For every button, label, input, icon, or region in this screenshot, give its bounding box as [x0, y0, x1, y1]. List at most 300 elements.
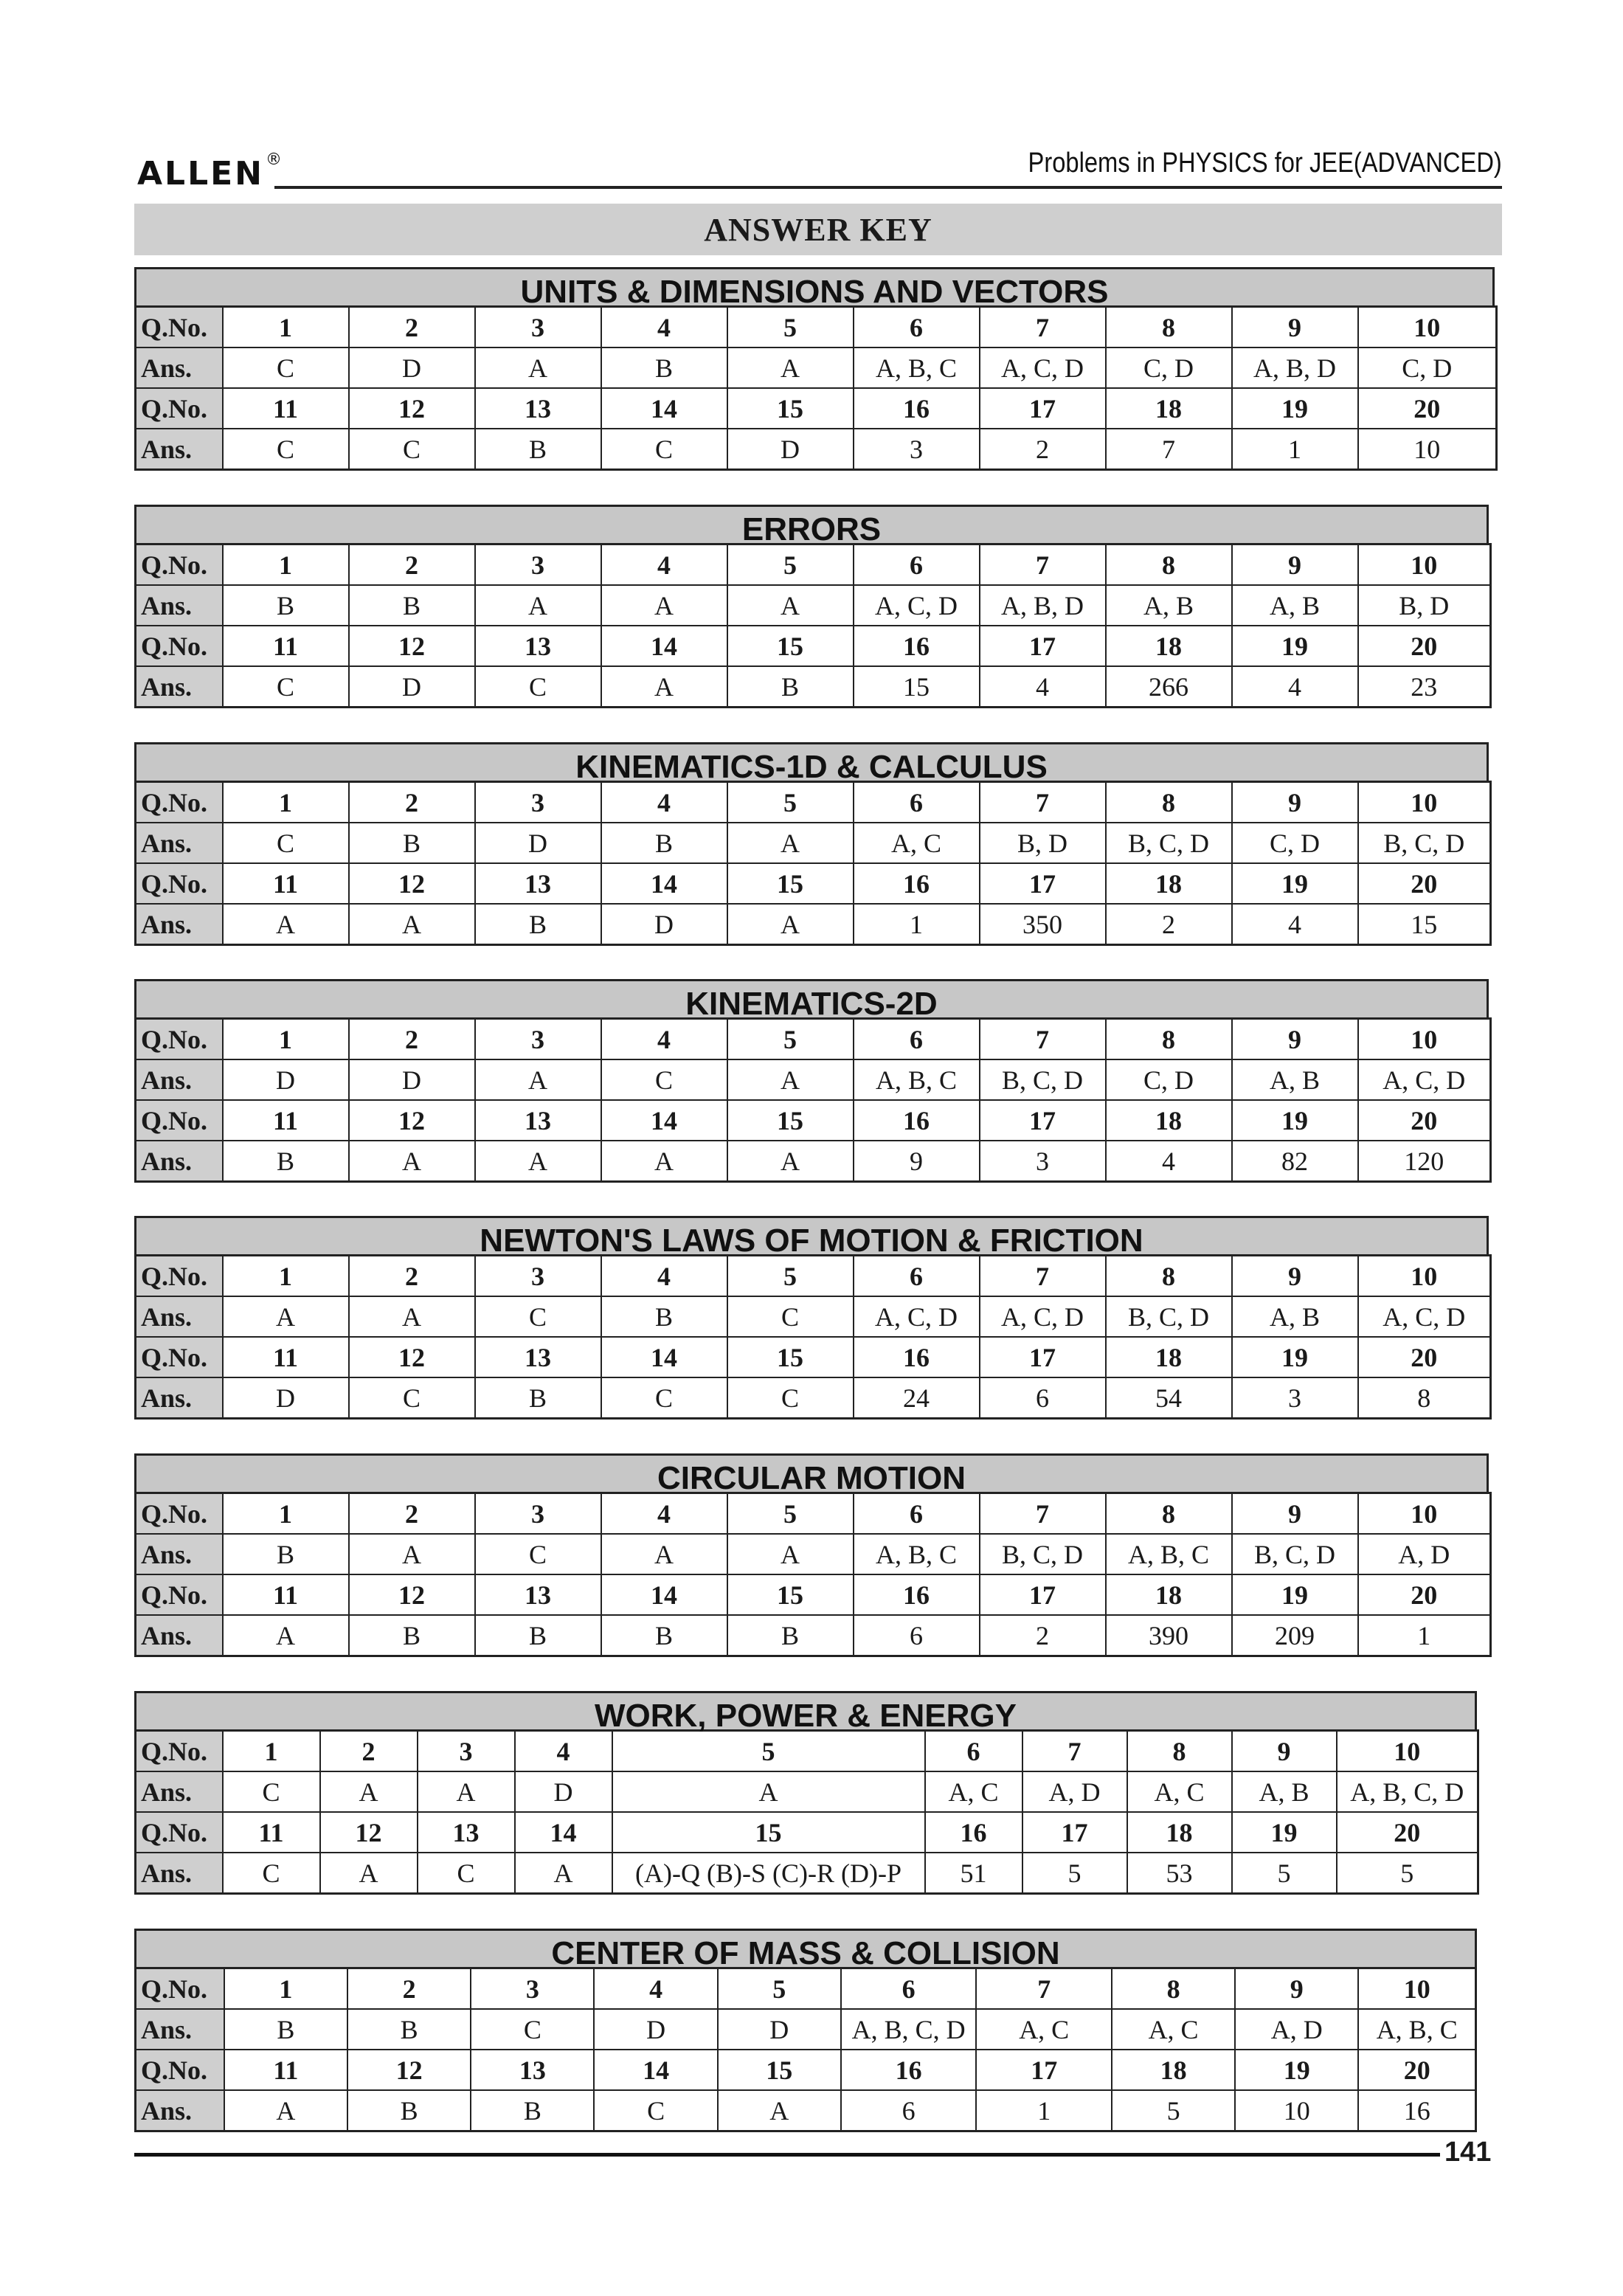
question-number-cell: 17 — [980, 626, 1106, 666]
answer-cell: A — [349, 904, 475, 945]
question-number-cell: 6 — [854, 1493, 980, 1535]
answer-cell: B — [349, 585, 475, 626]
section-heading-text: NEWTON'S LAWS OF MOTION & FRICTION — [480, 1223, 1143, 1259]
question-number-cell: 5 — [612, 1731, 925, 1772]
answer-cell: A — [727, 585, 854, 626]
answer-cell: A — [475, 347, 601, 388]
question-number-cell: 18 — [1106, 1100, 1232, 1141]
question-number-cell: 16 — [841, 2050, 977, 2090]
question-number-row — [136, 1019, 1491, 1060]
page-title: ANSWER KEY — [704, 211, 932, 248]
answer-table — [134, 1729, 1479, 1895]
question-number-cell: 4 — [515, 1731, 612, 1772]
answer-row — [136, 585, 1491, 626]
answer-cell: B — [224, 2009, 347, 2050]
question-number-cell: 18 — [1106, 1574, 1232, 1615]
answer-cell: B — [471, 2090, 594, 2131]
answer-cell: D — [223, 1059, 349, 1100]
answer-cell: A, B, C — [1358, 2009, 1475, 2050]
answer-cell: A, C, D — [854, 1296, 980, 1337]
answer-row — [136, 1059, 1491, 1100]
question-number-row — [136, 388, 1497, 429]
answer-cell: 51 — [925, 1853, 1022, 1894]
question-number-cell: 8 — [1106, 1019, 1232, 1060]
question-number-cell: 15 — [727, 626, 854, 666]
question-number-cell: 15 — [727, 1574, 854, 1615]
answer-cell: 10 — [1358, 429, 1497, 470]
question-number-cell: 13 — [475, 388, 601, 429]
question-number-cell: 4 — [594, 1968, 717, 2010]
answer-cell: C, D — [1106, 1059, 1232, 1100]
answer-section — [134, 979, 1489, 1183]
answer-cell: A — [718, 2090, 841, 2131]
question-number-cell: 2 — [349, 307, 475, 348]
question-number-cell: 8 — [1112, 1968, 1235, 2010]
question-number-cell: 6 — [854, 782, 980, 823]
question-number-row — [136, 2050, 1476, 2090]
question-number-row — [136, 1731, 1478, 1772]
question-number-cell: 11 — [223, 1337, 349, 1377]
answer-row — [136, 2009, 1476, 2050]
section-heading — [134, 1691, 1477, 1734]
answer-cell: 10 — [1235, 2090, 1358, 2131]
answer-cell: 24 — [854, 1377, 980, 1419]
question-number-cell: 12 — [349, 863, 475, 904]
question-number-cell: 6 — [854, 1019, 980, 1060]
answer-cell: 8 — [1358, 1377, 1491, 1419]
answer-cell: A — [727, 1534, 854, 1574]
question-number-cell: 10 — [1358, 1968, 1475, 2010]
section-heading — [134, 979, 1489, 1022]
question-number-cell: 19 — [1232, 1337, 1358, 1377]
question-number-cell: 19 — [1235, 2050, 1358, 2090]
question-number-cell: 1 — [223, 1731, 320, 1772]
answer-cell: D — [349, 347, 475, 388]
question-number-cell: 1 — [223, 1019, 349, 1060]
answer-cell: C — [594, 2090, 717, 2131]
ans-label: Ans. — [136, 1296, 223, 1337]
answer-cell: A — [475, 1059, 601, 1100]
question-number-cell: 5 — [727, 544, 854, 586]
answer-cell: A, C, D — [1358, 1296, 1491, 1337]
question-number-cell: 20 — [1358, 2050, 1475, 2090]
answer-cell: A — [727, 1141, 854, 1182]
answer-cell: C — [223, 823, 349, 863]
answer-cell: B — [727, 1615, 854, 1656]
answer-cell: B — [601, 1615, 727, 1656]
question-number-cell: 3 — [475, 1493, 601, 1535]
answer-cell: B, C, D — [1232, 1534, 1358, 1574]
answer-cell: B — [223, 1141, 349, 1182]
ans-label: Ans. — [136, 1059, 223, 1100]
question-number-cell: 3 — [418, 1731, 515, 1772]
question-number-cell: 8 — [1106, 1256, 1232, 1297]
question-number-cell: 5 — [727, 782, 854, 823]
qno-label: Q.No. — [136, 626, 223, 666]
answer-cell: A — [601, 1534, 727, 1574]
answer-row — [136, 1771, 1478, 1812]
answer-cell: A, B, C — [854, 1534, 980, 1574]
section-heading — [134, 1216, 1489, 1259]
qno-label: Q.No. — [136, 2050, 224, 2090]
question-number-cell: 16 — [854, 1574, 980, 1615]
answer-cell: A, C — [1112, 2009, 1235, 2050]
question-number-cell: 9 — [1232, 307, 1358, 348]
answer-cell: 6 — [854, 1615, 980, 1656]
answer-table — [134, 305, 1498, 471]
question-number-cell: 16 — [854, 863, 980, 904]
answer-cell: D — [718, 2009, 841, 2050]
question-number-cell: 15 — [727, 863, 854, 904]
answer-cell: D — [349, 666, 475, 708]
question-number-cell: 7 — [980, 782, 1106, 823]
answer-cell: A, C — [854, 823, 980, 863]
question-number-cell: 16 — [925, 1812, 1022, 1853]
question-number-cell: 2 — [320, 1731, 418, 1772]
question-number-cell: 18 — [1106, 863, 1232, 904]
question-number-cell: 17 — [980, 1100, 1106, 1141]
question-number-cell: 20 — [1358, 1574, 1491, 1615]
answer-cell: A, B — [1232, 1296, 1358, 1337]
question-number-cell: 13 — [475, 863, 601, 904]
question-number-cell: 11 — [224, 2050, 347, 2090]
question-number-row — [136, 307, 1497, 348]
question-number-cell: 10 — [1358, 1256, 1491, 1297]
answer-cell: 9 — [854, 1141, 980, 1182]
question-number-cell: 15 — [727, 1100, 854, 1141]
answer-cell: D — [601, 904, 727, 945]
question-number-cell: 13 — [418, 1812, 515, 1853]
answer-cell: B, C, D — [1106, 1296, 1232, 1337]
question-number-cell: 11 — [223, 863, 349, 904]
answer-cell: B — [223, 1534, 349, 1574]
question-number-cell: 13 — [475, 626, 601, 666]
question-number-cell: 1 — [224, 1968, 347, 2010]
question-number-cell: 8 — [1106, 307, 1232, 348]
question-number-cell: 10 — [1358, 544, 1491, 586]
question-number-cell: 5 — [727, 1019, 854, 1060]
question-number-cell: 3 — [475, 307, 601, 348]
question-number-cell: 10 — [1358, 1493, 1491, 1535]
question-number-row — [136, 626, 1491, 666]
answer-cell: 1 — [976, 2090, 1112, 2131]
qno-label: Q.No. — [136, 1337, 223, 1377]
answer-cell: 1 — [1358, 1615, 1491, 1656]
section-heading-text: CENTER OF MASS & COLLISION — [551, 1935, 1060, 1971]
answer-cell: A, B, D — [1232, 347, 1358, 388]
answer-cell: B — [475, 1377, 601, 1419]
question-number-cell: 7 — [980, 544, 1106, 586]
question-number-cell: 9 — [1235, 1968, 1358, 2010]
answer-cell: C — [223, 429, 349, 470]
question-number-cell: 12 — [349, 1574, 475, 1615]
answer-cell: C — [223, 1771, 320, 1812]
section-heading — [134, 1453, 1489, 1496]
question-number-cell: 14 — [601, 626, 727, 666]
answer-cell: 4 — [1232, 904, 1358, 945]
qno-label: Q.No. — [136, 1100, 223, 1141]
page-number: 141 — [1444, 2137, 1492, 2168]
answer-cell: C — [349, 1377, 475, 1419]
question-number-cell: 7 — [980, 1256, 1106, 1297]
answer-cell: C — [418, 1853, 515, 1894]
ans-label: Ans. — [136, 1853, 223, 1894]
answer-cell: A — [349, 1141, 475, 1182]
question-number-row — [136, 544, 1491, 586]
question-number-cell: 6 — [854, 544, 980, 586]
ans-label: Ans. — [136, 1771, 223, 1812]
question-number-cell: 9 — [1232, 1731, 1337, 1772]
question-number-cell: 6 — [854, 1256, 980, 1297]
qno-label: Q.No. — [136, 388, 223, 429]
answer-row — [136, 823, 1491, 863]
answer-cell: D — [515, 1771, 612, 1812]
question-number-cell: 18 — [1106, 1337, 1232, 1377]
answer-cell: C — [223, 347, 349, 388]
answer-cell: 53 — [1127, 1853, 1232, 1894]
ans-label: Ans. — [136, 2009, 224, 2050]
question-number-row — [136, 1812, 1478, 1853]
question-number-cell: 2 — [349, 544, 475, 586]
section-heading-text: KINEMATICS-2D — [685, 986, 938, 1022]
question-number-cell: 3 — [471, 1968, 594, 2010]
question-number-cell: 2 — [349, 1019, 475, 1060]
question-number-cell: 19 — [1232, 626, 1358, 666]
question-number-cell: 6 — [925, 1731, 1022, 1772]
question-number-cell: 16 — [854, 388, 980, 429]
answer-row — [136, 347, 1497, 388]
answer-section — [134, 1691, 1477, 1895]
answer-row — [136, 666, 1491, 708]
question-number-row — [136, 1574, 1491, 1615]
question-number-cell: 20 — [1358, 1100, 1491, 1141]
answer-cell: A — [320, 1853, 418, 1894]
answer-cell: A — [475, 1141, 601, 1182]
answer-cell: C — [601, 1377, 727, 1419]
answer-cell: 350 — [980, 904, 1106, 945]
question-number-cell: 2 — [349, 1256, 475, 1297]
question-number-cell: 19 — [1232, 1812, 1337, 1853]
answer-cell: B, C, D — [980, 1059, 1106, 1100]
question-number-cell: 4 — [601, 544, 727, 586]
answer-row — [136, 2090, 1476, 2131]
answer-cell: 120 — [1358, 1141, 1491, 1182]
question-number-cell: 1 — [223, 544, 349, 586]
question-number-cell: 12 — [349, 1337, 475, 1377]
answer-cell: 2 — [980, 1615, 1106, 1656]
answer-cell: A — [223, 904, 349, 945]
answer-cell: A — [601, 1141, 727, 1182]
answer-cell: B — [349, 823, 475, 863]
section-heading-text: KINEMATICS-1D & CALCULUS — [575, 749, 1048, 785]
question-number-cell: 12 — [320, 1812, 418, 1853]
section-heading-text: CIRCULAR MOTION — [657, 1460, 966, 1496]
answer-row — [136, 429, 1497, 470]
ans-label: Ans. — [136, 347, 223, 388]
answer-cell: A, B — [1232, 585, 1358, 626]
answer-cell: B — [475, 904, 601, 945]
question-number-cell: 17 — [980, 388, 1106, 429]
ans-label: Ans. — [136, 1141, 223, 1182]
book-title: Problems in PHYSICS for JEE(ADVANCED) — [1028, 148, 1502, 179]
answer-cell: B, C, D — [1358, 823, 1491, 863]
answer-cell: 15 — [854, 666, 980, 708]
answer-cell: C, D — [1358, 347, 1497, 388]
answer-cell: C — [475, 666, 601, 708]
answer-table — [134, 1492, 1492, 1657]
answer-cell: 4 — [980, 666, 1106, 708]
answer-cell: A, B — [1232, 1771, 1337, 1812]
answer-cell: A, D — [1358, 1534, 1491, 1574]
question-number-row — [136, 1256, 1491, 1297]
answer-cell: 23 — [1358, 666, 1491, 708]
question-number-cell: 9 — [1232, 1019, 1358, 1060]
ans-label: Ans. — [136, 904, 223, 945]
qno-label: Q.No. — [136, 1574, 223, 1615]
answer-row — [136, 1141, 1491, 1182]
answer-cell: 3 — [980, 1141, 1106, 1182]
answer-cell: A — [727, 904, 854, 945]
ans-label: Ans. — [136, 585, 223, 626]
question-number-cell: 12 — [349, 388, 475, 429]
answer-cell: A, B, C — [1106, 1534, 1232, 1574]
answer-cell: D — [475, 823, 601, 863]
question-number-cell: 16 — [854, 1337, 980, 1377]
answer-cell: A, C, D — [1358, 1059, 1491, 1100]
answer-cell: B, C, D — [1106, 823, 1232, 863]
question-number-cell: 1 — [223, 1256, 349, 1297]
qno-label: Q.No. — [136, 1812, 223, 1853]
answer-section — [134, 742, 1489, 946]
question-number-row — [136, 1100, 1491, 1141]
answer-cell: A — [727, 347, 854, 388]
question-number-cell: 17 — [980, 863, 1106, 904]
question-number-cell: 6 — [841, 1968, 977, 2010]
answer-cell: A, B — [1106, 585, 1232, 626]
answer-cell: 7 — [1106, 429, 1232, 470]
question-number-cell: 19 — [1232, 388, 1358, 429]
answer-cell: A, D — [1022, 1771, 1127, 1812]
question-number-cell: 14 — [594, 2050, 717, 2090]
question-number-cell: 3 — [475, 1019, 601, 1060]
answer-cell: B, D — [980, 823, 1106, 863]
question-number-cell: 1 — [223, 782, 349, 823]
answer-cell: D — [594, 2009, 717, 2050]
ans-label: Ans. — [136, 823, 223, 863]
question-number-cell: 11 — [223, 1812, 320, 1853]
answer-section — [134, 1216, 1489, 1420]
question-number-cell: 1 — [223, 307, 349, 348]
answer-cell: A, B, C — [854, 347, 980, 388]
section-heading-text: ERRORS — [741, 511, 882, 547]
answer-table — [134, 543, 1492, 708]
answer-cell: B — [475, 429, 601, 470]
answer-cell: A, C — [925, 1771, 1022, 1812]
question-number-cell: 5 — [727, 1256, 854, 1297]
qno-label: Q.No. — [136, 863, 223, 904]
answer-cell: 82 — [1232, 1141, 1358, 1182]
question-number-cell: 8 — [1106, 1493, 1232, 1535]
answer-cell: 6 — [980, 1377, 1106, 1419]
qno-label: Q.No. — [136, 307, 223, 348]
answer-cell: B, C, D — [980, 1534, 1106, 1574]
question-number-cell: 14 — [601, 1337, 727, 1377]
answer-cell: A — [727, 1059, 854, 1100]
section-heading — [134, 505, 1489, 547]
question-number-cell: 20 — [1358, 626, 1491, 666]
answer-cell: A — [418, 1771, 515, 1812]
question-number-cell: 9 — [1232, 1256, 1358, 1297]
page-header — [134, 145, 1502, 192]
answer-cell: 5 — [1337, 1853, 1478, 1894]
answer-cell: B — [601, 347, 727, 388]
question-number-cell: 9 — [1232, 782, 1358, 823]
section-heading — [134, 1929, 1477, 1971]
question-number-cell: 14 — [601, 863, 727, 904]
answer-cell: 390 — [1106, 1615, 1232, 1656]
answer-cell: A — [224, 2090, 347, 2131]
answer-cell: 1 — [854, 904, 980, 945]
question-number-cell: 3 — [475, 1256, 601, 1297]
section-heading-text: WORK, POWER & ENERGY — [594, 1698, 1017, 1734]
question-number-cell: 7 — [1022, 1731, 1127, 1772]
question-number-cell: 4 — [601, 782, 727, 823]
answer-cell: A, B, C, D — [841, 2009, 977, 2050]
question-number-cell: 13 — [475, 1574, 601, 1615]
answer-cell: B — [601, 823, 727, 863]
question-number-cell: 18 — [1112, 2050, 1235, 2090]
answer-section — [134, 1929, 1477, 2132]
ans-label: Ans. — [136, 1615, 223, 1656]
answer-row — [136, 1377, 1491, 1419]
answer-cell: 5 — [1232, 1853, 1337, 1894]
footer-rule — [134, 2153, 1440, 2157]
question-number-cell: 14 — [601, 388, 727, 429]
answer-cell: 3 — [1232, 1377, 1358, 1419]
qno-label: Q.No. — [136, 782, 223, 823]
ans-label: Ans. — [136, 666, 223, 708]
question-number-cell: 12 — [349, 1100, 475, 1141]
answer-table — [134, 1967, 1477, 2132]
answer-cell: A, C, D — [980, 347, 1106, 388]
question-number-cell: 20 — [1358, 863, 1491, 904]
question-number-cell: 13 — [475, 1337, 601, 1377]
answer-cell: A — [223, 1615, 349, 1656]
answer-cell: A — [475, 585, 601, 626]
question-number-cell: 17 — [976, 2050, 1112, 2090]
question-number-row — [136, 863, 1491, 904]
question-number-cell: 1 — [223, 1493, 349, 1535]
question-number-cell: 11 — [223, 1100, 349, 1141]
question-number-cell: 10 — [1358, 782, 1491, 823]
question-number-row — [136, 782, 1491, 823]
question-number-cell: 10 — [1358, 307, 1497, 348]
question-number-row — [136, 1493, 1491, 1535]
qno-label: Q.No. — [136, 1493, 223, 1535]
question-number-cell: 10 — [1337, 1731, 1478, 1772]
question-number-cell: 15 — [612, 1812, 925, 1853]
answer-cell: 2 — [1106, 904, 1232, 945]
question-number-cell: 17 — [980, 1574, 1106, 1615]
answer-cell: A — [349, 1296, 475, 1337]
question-number-cell: 13 — [471, 2050, 594, 2090]
question-number-cell: 11 — [223, 1574, 349, 1615]
answer-cell: C — [349, 429, 475, 470]
answer-cell: 2 — [980, 429, 1106, 470]
header-rule — [274, 186, 1502, 189]
answer-cell: C — [601, 429, 727, 470]
question-number-cell: 8 — [1106, 544, 1232, 586]
